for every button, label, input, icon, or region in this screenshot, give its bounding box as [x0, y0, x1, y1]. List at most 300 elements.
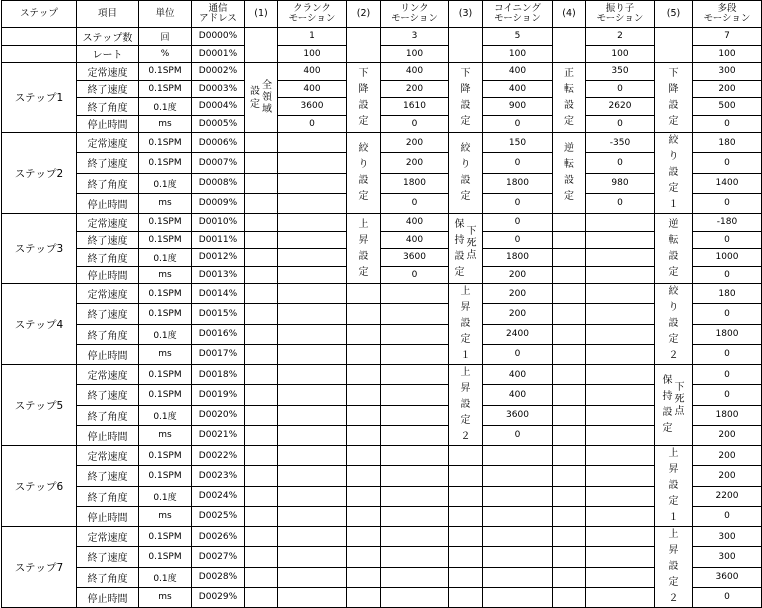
value-crank: [278, 446, 347, 466]
setting-blank-p2: [347, 425, 381, 445]
setting-label-p2: [347, 133, 381, 214]
setting-blank-p4: [553, 527, 586, 547]
value-pendulum: 0: [586, 153, 655, 173]
header-multi: [693, 1, 762, 28]
setting-label-group: [245, 80, 277, 116]
setting-label-text: 逆転設定: [564, 143, 574, 202]
item-label: 終了角度: [77, 249, 139, 267]
setting-label-group: [655, 373, 692, 437]
setting-blank-p1: [245, 466, 278, 486]
setting-blank-p2: [347, 324, 381, 344]
value-pendulum: [586, 527, 655, 547]
value-crank: [278, 567, 347, 587]
value-crank: [278, 405, 347, 425]
unit-cell: 回: [139, 28, 192, 46]
setting-blank-p1: [245, 446, 278, 466]
step-group-label: ステップ5: [2, 365, 77, 446]
value-multi: 1000: [693, 249, 762, 267]
value-multi: 180: [693, 284, 762, 304]
value-crank: 3600: [278, 98, 347, 116]
setting-blank-p4: [553, 547, 586, 567]
value-pendulum: [586, 214, 655, 232]
header-item: 項目: [77, 1, 139, 28]
value-multi: 200: [693, 80, 762, 98]
setting-blank-p2: [347, 587, 381, 607]
value-coining: 200: [483, 266, 553, 284]
header-p3: (3): [449, 1, 483, 28]
setting-label-p5: [655, 214, 693, 284]
motion-settings-table: [1, 0, 762, 608]
address-cell: D0016%: [192, 324, 245, 344]
setting-label-text: 正転設定: [564, 67, 574, 127]
setting-blank-p4: [553, 506, 586, 526]
unit-cell: 0.1SPM: [139, 133, 192, 153]
unit-cell: 0.1度: [139, 486, 192, 506]
table-row: [2, 284, 762, 304]
value-crank: [278, 304, 347, 324]
setting-blank-p2: [347, 446, 381, 466]
value-coining: [483, 446, 553, 466]
table-row: [2, 63, 762, 81]
value-multi: 0: [693, 365, 762, 385]
unit-cell: 0.1度: [139, 249, 192, 267]
setting-blank-p2: [347, 506, 381, 526]
header-p5: (5): [655, 1, 693, 28]
value-crank: [278, 466, 347, 486]
address-cell: D0024%: [192, 486, 245, 506]
table-row: [2, 486, 762, 506]
setting-label-p5: [655, 365, 693, 446]
value-multi: 0: [693, 344, 762, 364]
setting-blank-p4: [553, 231, 586, 249]
unit-cell: 0.1SPM: [139, 80, 192, 98]
value-link: 100: [381, 45, 449, 63]
header-address: [192, 1, 245, 28]
unit-cell: ms: [139, 344, 192, 364]
value-multi: 200: [693, 466, 762, 486]
setting-blank-p4: [553, 249, 586, 267]
step-group-label: ステップ1: [2, 63, 77, 133]
setting-label-text: 下降設定: [668, 67, 679, 127]
unit-cell: 0.1SPM: [139, 63, 192, 81]
table-row: [2, 115, 762, 133]
item-label: 終了速度: [77, 547, 139, 567]
value-coining: 0: [483, 231, 553, 249]
setting-label-p3: [449, 365, 483, 446]
item-label: 終了速度: [77, 304, 139, 324]
value-pendulum: [586, 344, 655, 364]
setting-blank-p3: [449, 446, 483, 466]
setting-blank-p4: [553, 365, 586, 385]
step-group-label: ステップ4: [2, 284, 77, 365]
header-p2: (2): [347, 1, 381, 28]
table-row: [2, 173, 762, 193]
table-row: [2, 567, 762, 587]
header-p4: (4): [553, 1, 586, 28]
address-cell: D0008%: [192, 173, 245, 193]
item-label: 停止時間: [77, 344, 139, 364]
value-link: [381, 466, 449, 486]
value-crank: [278, 153, 347, 173]
setting-blank-p3: [449, 28, 483, 63]
address-cell: D0005%: [192, 115, 245, 133]
item-label: 定常速度: [77, 365, 139, 385]
value-multi: 300: [693, 527, 762, 547]
unit-cell: 0.1SPM: [139, 153, 192, 173]
value-crank: [278, 249, 347, 267]
value-coining: [483, 506, 553, 526]
setting-blank-p2: [347, 28, 381, 63]
value-multi: 0: [693, 385, 762, 405]
step-group-label: ステップ7: [2, 527, 77, 608]
table-row: [2, 98, 762, 116]
value-crank: [278, 527, 347, 547]
value-coining: 0: [483, 153, 553, 173]
value-pendulum: [586, 506, 655, 526]
unit-cell: 0.1SPM: [139, 547, 192, 567]
setting-label-p4: [553, 133, 586, 214]
setting-label-text: 下降設定: [460, 67, 471, 127]
table-row: [2, 193, 762, 213]
value-pendulum: 0: [586, 115, 655, 133]
setting-blank-p3: [449, 486, 483, 506]
item-label: 終了角度: [77, 98, 139, 116]
setting-blank-p1: [245, 173, 278, 193]
value-link: [381, 547, 449, 567]
unit-cell: ms: [139, 115, 192, 133]
setting-label-p2: [347, 63, 381, 133]
unit-cell: ms: [139, 425, 192, 445]
value-multi: 300: [693, 547, 762, 567]
value-multi: 0: [693, 115, 762, 133]
setting-label-p3: [449, 284, 483, 365]
table-row: [2, 547, 762, 567]
setting-label-text: 逆転設定: [668, 218, 679, 278]
value-pendulum: 2: [586, 28, 655, 46]
value-pendulum: [586, 446, 655, 466]
value-multi: 200: [693, 446, 762, 466]
value-multi: 0: [693, 266, 762, 284]
value-link: [381, 324, 449, 344]
value-link: 400: [381, 214, 449, 232]
setting-blank-p4: [553, 304, 586, 324]
value-crank: [278, 324, 347, 344]
unit-cell: 0.1SPM: [139, 365, 192, 385]
address-cell: D0019%: [192, 385, 245, 405]
setting-blank-p2: [347, 567, 381, 587]
header-multi-line1: 多段: [717, 3, 737, 14]
table-row: [2, 153, 762, 173]
table-row: [2, 446, 762, 466]
value-coining: 5: [483, 28, 553, 46]
value-crank: [278, 193, 347, 213]
value-multi: 0: [693, 193, 762, 213]
setting-label-p3: [449, 63, 483, 133]
value-pendulum: [586, 405, 655, 425]
header-link-line1: リンク: [400, 3, 429, 14]
address-cell: D0025%: [192, 506, 245, 526]
value-link: [381, 446, 449, 466]
value-pendulum: [586, 547, 655, 567]
table-row: [2, 324, 762, 344]
setting-label-subtext: 全領域: [262, 79, 272, 115]
table-row: [2, 249, 762, 267]
value-coining: 3600: [483, 405, 553, 425]
setting-blank-p1: [245, 266, 278, 284]
value-crank: [278, 385, 347, 405]
value-multi: 7: [693, 28, 762, 46]
item-label: 終了角度: [77, 486, 139, 506]
setting-blank-p4: [553, 324, 586, 344]
value-crank: [278, 133, 347, 153]
value-link: [381, 567, 449, 587]
value-link: [381, 344, 449, 364]
value-link: 1610: [381, 98, 449, 116]
item-label: 停止時間: [77, 266, 139, 284]
value-crank: [278, 587, 347, 607]
table-row: [2, 466, 762, 486]
unit-cell: 0.1度: [139, 173, 192, 193]
value-multi: 0: [693, 587, 762, 607]
item-label: 終了速度: [77, 80, 139, 98]
value-crank: 100: [278, 45, 347, 63]
setting-blank-p4: [553, 446, 586, 466]
setting-label-text: 下降設定: [358, 67, 369, 127]
item-label: 定常速度: [77, 133, 139, 153]
unit-cell: %: [139, 45, 192, 63]
setting-blank-p1: [245, 486, 278, 506]
setting-blank-p2: [347, 284, 381, 304]
value-crank: [278, 486, 347, 506]
unit-cell: 0.1SPM: [139, 385, 192, 405]
setting-label-text: 保持設定: [454, 218, 465, 278]
setting-blank-p4: [553, 405, 586, 425]
setting-blank-p2: [347, 344, 381, 364]
header-address-line1: 通信: [208, 3, 228, 14]
value-link: [381, 284, 449, 304]
setting-label-text: 上昇設定: [358, 218, 369, 278]
header-pendulum-line1: 振り子: [605, 3, 635, 14]
value-coining: 400: [483, 365, 553, 385]
setting-blank-p3: [449, 527, 483, 547]
item-label: 終了速度: [77, 153, 139, 173]
item-label: 停止時間: [77, 587, 139, 607]
setting-label-text: 絞り設定: [358, 143, 369, 202]
setting-blank-p1: [245, 249, 278, 267]
setting-blank-p1: [245, 28, 278, 63]
item-label: 終了角度: [77, 567, 139, 587]
address-cell: D0020%: [192, 405, 245, 425]
setting-blank-p1: [245, 425, 278, 445]
setting-label-text: 上昇設定２: [460, 367, 471, 442]
empty-cell: [2, 28, 77, 46]
setting-blank-p2: [347, 466, 381, 486]
value-link: [381, 425, 449, 445]
setting-label-text: 絞り設定２: [668, 286, 679, 361]
unit-cell: ms: [139, 506, 192, 526]
setting-label-p4: [553, 63, 586, 133]
value-coining: 1800: [483, 173, 553, 193]
setting-blank-p1: [245, 231, 278, 249]
unit-cell: 0.1SPM: [139, 231, 192, 249]
setting-blank-p1: [245, 385, 278, 405]
value-pendulum: 980: [586, 173, 655, 193]
setting-blank-p2: [347, 486, 381, 506]
setting-blank-p1: [245, 405, 278, 425]
setting-blank-p3: [449, 587, 483, 607]
address-cell: D0029%: [192, 587, 245, 607]
value-pendulum: [586, 587, 655, 607]
value-coining: [483, 527, 553, 547]
setting-blank-p1: [245, 324, 278, 344]
setting-blank-p4: [553, 425, 586, 445]
value-link: [381, 304, 449, 324]
item-label: 停止時間: [77, 115, 139, 133]
value-coining: 0: [483, 214, 553, 232]
value-multi: 1800: [693, 324, 762, 344]
unit-cell: 0.1度: [139, 324, 192, 344]
address-cell: D0013%: [192, 266, 245, 284]
value-pendulum: 0: [586, 193, 655, 213]
value-crank: 1: [278, 28, 347, 46]
value-crank: 400: [278, 63, 347, 81]
value-coining: [483, 587, 553, 607]
value-link: [381, 385, 449, 405]
value-multi: 500: [693, 98, 762, 116]
setting-label-p3: [449, 214, 483, 284]
table-row: [2, 506, 762, 526]
address-cell: D0003%: [192, 80, 245, 98]
value-link: [381, 486, 449, 506]
header-address-line2: アドレス: [199, 13, 237, 24]
setting-blank-p4: [553, 486, 586, 506]
setting-blank-p3: [449, 466, 483, 486]
item-label: 定常速度: [77, 284, 139, 304]
value-multi: -180: [693, 214, 762, 232]
setting-blank-p1: [245, 304, 278, 324]
unit-cell: ms: [139, 587, 192, 607]
setting-label-text: 上昇設定１: [460, 286, 471, 361]
header-pendulum-line2: モーション: [596, 13, 644, 24]
setting-blank-p2: [347, 385, 381, 405]
value-coining: 200: [483, 284, 553, 304]
setting-blank-p2: [347, 547, 381, 567]
header-unit: 単位: [139, 1, 192, 28]
value-crank: [278, 173, 347, 193]
address-cell: D0017%: [192, 344, 245, 364]
setting-blank-p3: [449, 506, 483, 526]
address-cell: D0010%: [192, 214, 245, 232]
setting-label-p2: [347, 214, 381, 284]
table-row: [2, 214, 762, 232]
setting-blank-p1: [245, 365, 278, 385]
value-coining: 100: [483, 45, 553, 63]
value-coining: [483, 486, 553, 506]
value-multi: 0: [693, 304, 762, 324]
unit-cell: 0.1度: [139, 98, 192, 116]
setting-blank-p3: [449, 567, 483, 587]
value-pendulum: -350: [586, 133, 655, 153]
setting-blank-p2: [347, 527, 381, 547]
setting-label-p5: [655, 63, 693, 133]
table-row: [2, 28, 762, 46]
value-crank: [278, 344, 347, 364]
value-link: [381, 587, 449, 607]
setting-label-text: 上昇設定２: [668, 529, 679, 604]
header-p1: (1): [245, 1, 278, 28]
item-label: 定常速度: [77, 527, 139, 547]
setting-blank-p2: [347, 365, 381, 385]
setting-blank-p4: [553, 284, 586, 304]
address-cell: D0001%: [192, 45, 245, 63]
value-multi: 100: [693, 45, 762, 63]
setting-blank-p1: [245, 193, 278, 213]
setting-blank-p1: [245, 284, 278, 304]
value-crank: [278, 506, 347, 526]
value-coining: 1800: [483, 249, 553, 267]
setting-blank-p1: [245, 214, 278, 232]
step-group-label: ステップ3: [2, 214, 77, 284]
address-cell: D0009%: [192, 193, 245, 213]
setting-blank-p4: [553, 567, 586, 587]
setting-label-p5: [655, 446, 693, 527]
value-pendulum: [586, 365, 655, 385]
setting-blank-p1: [245, 344, 278, 364]
table-row: [2, 425, 762, 445]
value-multi: 0: [693, 231, 762, 249]
table-row: [2, 304, 762, 324]
value-pendulum: [586, 567, 655, 587]
value-multi: 0: [693, 506, 762, 526]
value-link: [381, 405, 449, 425]
value-crank: [278, 425, 347, 445]
setting-label-group: [449, 217, 482, 281]
header-coining-line1: コイニング: [494, 3, 541, 14]
unit-cell: 0.1SPM: [139, 466, 192, 486]
setting-blank-p4: [553, 28, 586, 63]
address-cell: D0012%: [192, 249, 245, 267]
value-multi: 180: [693, 133, 762, 153]
header-crank: [278, 1, 347, 28]
value-crank: [278, 266, 347, 284]
value-coining: 400: [483, 63, 553, 81]
table-row: [2, 385, 762, 405]
address-cell: D0026%: [192, 527, 245, 547]
value-pendulum: [586, 284, 655, 304]
value-link: [381, 365, 449, 385]
address-cell: D0027%: [192, 547, 245, 567]
value-multi: 2200: [693, 486, 762, 506]
address-cell: D0018%: [192, 365, 245, 385]
item-label: 終了角度: [77, 173, 139, 193]
item-label: 終了速度: [77, 466, 139, 486]
setting-label-text: 絞り設定１: [668, 135, 679, 210]
setting-label-subtext: 下死点: [674, 382, 685, 417]
value-multi: 300: [693, 63, 762, 81]
item-label: 定常速度: [77, 214, 139, 232]
table-row: [2, 344, 762, 364]
setting-blank-p4: [553, 266, 586, 284]
value-coining: 400: [483, 80, 553, 98]
header-link: [381, 1, 449, 28]
value-coining: 0: [483, 115, 553, 133]
setting-label-p5: [655, 133, 693, 214]
setting-label-subtext: 下死点: [466, 225, 477, 261]
table-row: [2, 266, 762, 284]
table-row: [2, 80, 762, 98]
value-link: [381, 506, 449, 526]
step-group-label: ステップ2: [2, 133, 77, 214]
